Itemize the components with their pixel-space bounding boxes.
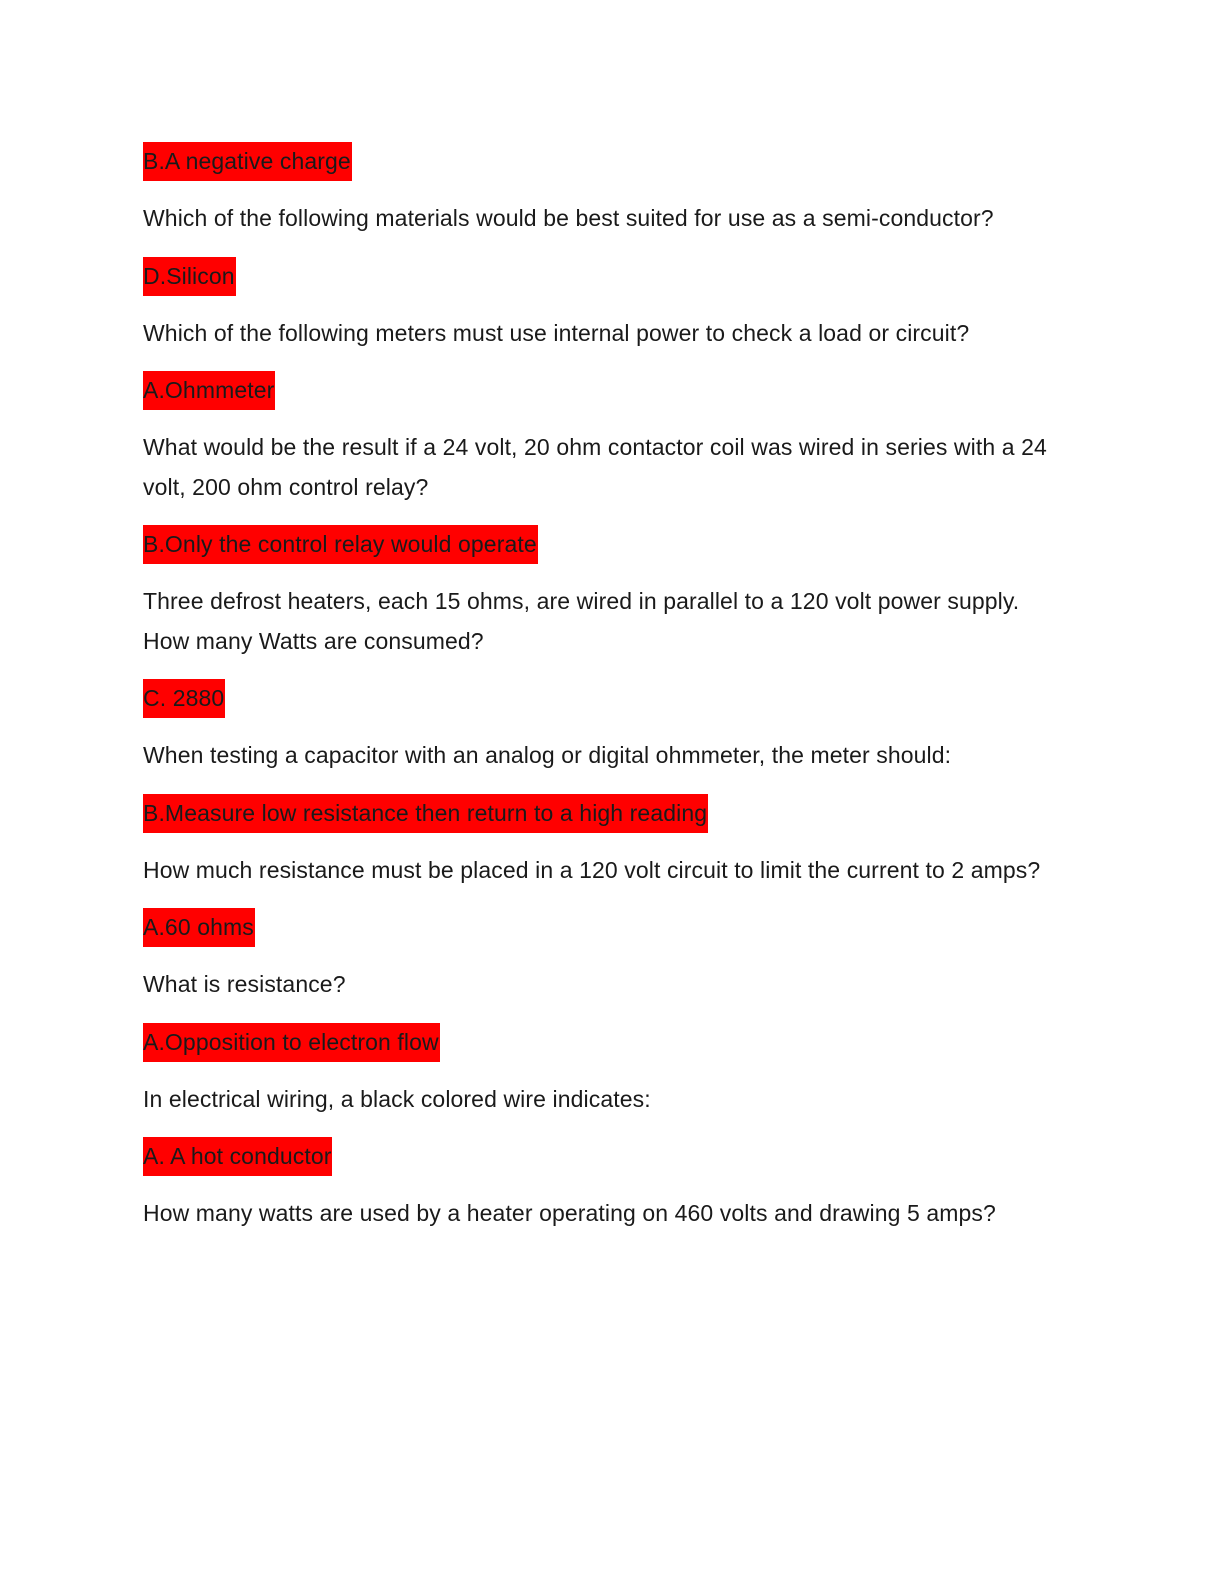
question-text: When testing a capacitor with an analog or digital ohmmeter, the meter should: (143, 742, 952, 768)
highlighted-answer (143, 257, 1068, 296)
answer-text: A.60 ohms (143, 908, 255, 947)
question-text: How much resistance must be placed in a 120 volt circuit to limit the current to 2 amps? (143, 856, 1041, 883)
answer-text: A. A hot conductor (143, 1137, 332, 1176)
answer-text: A.Opposition to electron flow (143, 1023, 440, 1062)
question-text: Three defrost heaters, each 15 ohms, are wired in parallel to a 120 volt power supply. How many Watts are consumed? (143, 588, 1020, 654)
question-text: How many watts are used by a heater operating on 460 volts and drawing 5 amps? (143, 1200, 996, 1226)
answer-text: B.Measure low resistance then return to a high reading (143, 794, 708, 833)
document-body (143, 142, 1068, 1252)
question-text: In electrical wiring, a black colored wire indicates: (143, 1085, 651, 1112)
highlighted-answer (143, 794, 1068, 833)
answer-text: B.Only the control relay would operate (143, 525, 538, 564)
highlighted-answer (143, 679, 1068, 718)
answer-text: D.Silicon (143, 257, 236, 296)
highlighted-answer (143, 1023, 1068, 1062)
question-text: What is resistance? (143, 971, 346, 997)
answer-text: B.A negative charge (143, 142, 352, 181)
answer-text: C. 2880 (143, 679, 225, 718)
highlighted-answer (143, 908, 1068, 947)
question-text: Which of the following materials would be best suited for use as a semi-conductor? (143, 205, 994, 231)
highlighted-answer (143, 371, 1068, 410)
highlighted-answer (143, 142, 1068, 181)
answer-text: A.Ohmmeter (143, 371, 275, 410)
question-text: Which of the following meters must use internal power to check a load or circuit? (143, 319, 970, 346)
question-text: What would be the result if a 24 volt, 20 ohm contactor coil was wired in series with a 24 volt, 200 ohm control relay? (143, 434, 1047, 500)
highlighted-answer (143, 1137, 1068, 1176)
highlighted-answer (143, 525, 1068, 564)
